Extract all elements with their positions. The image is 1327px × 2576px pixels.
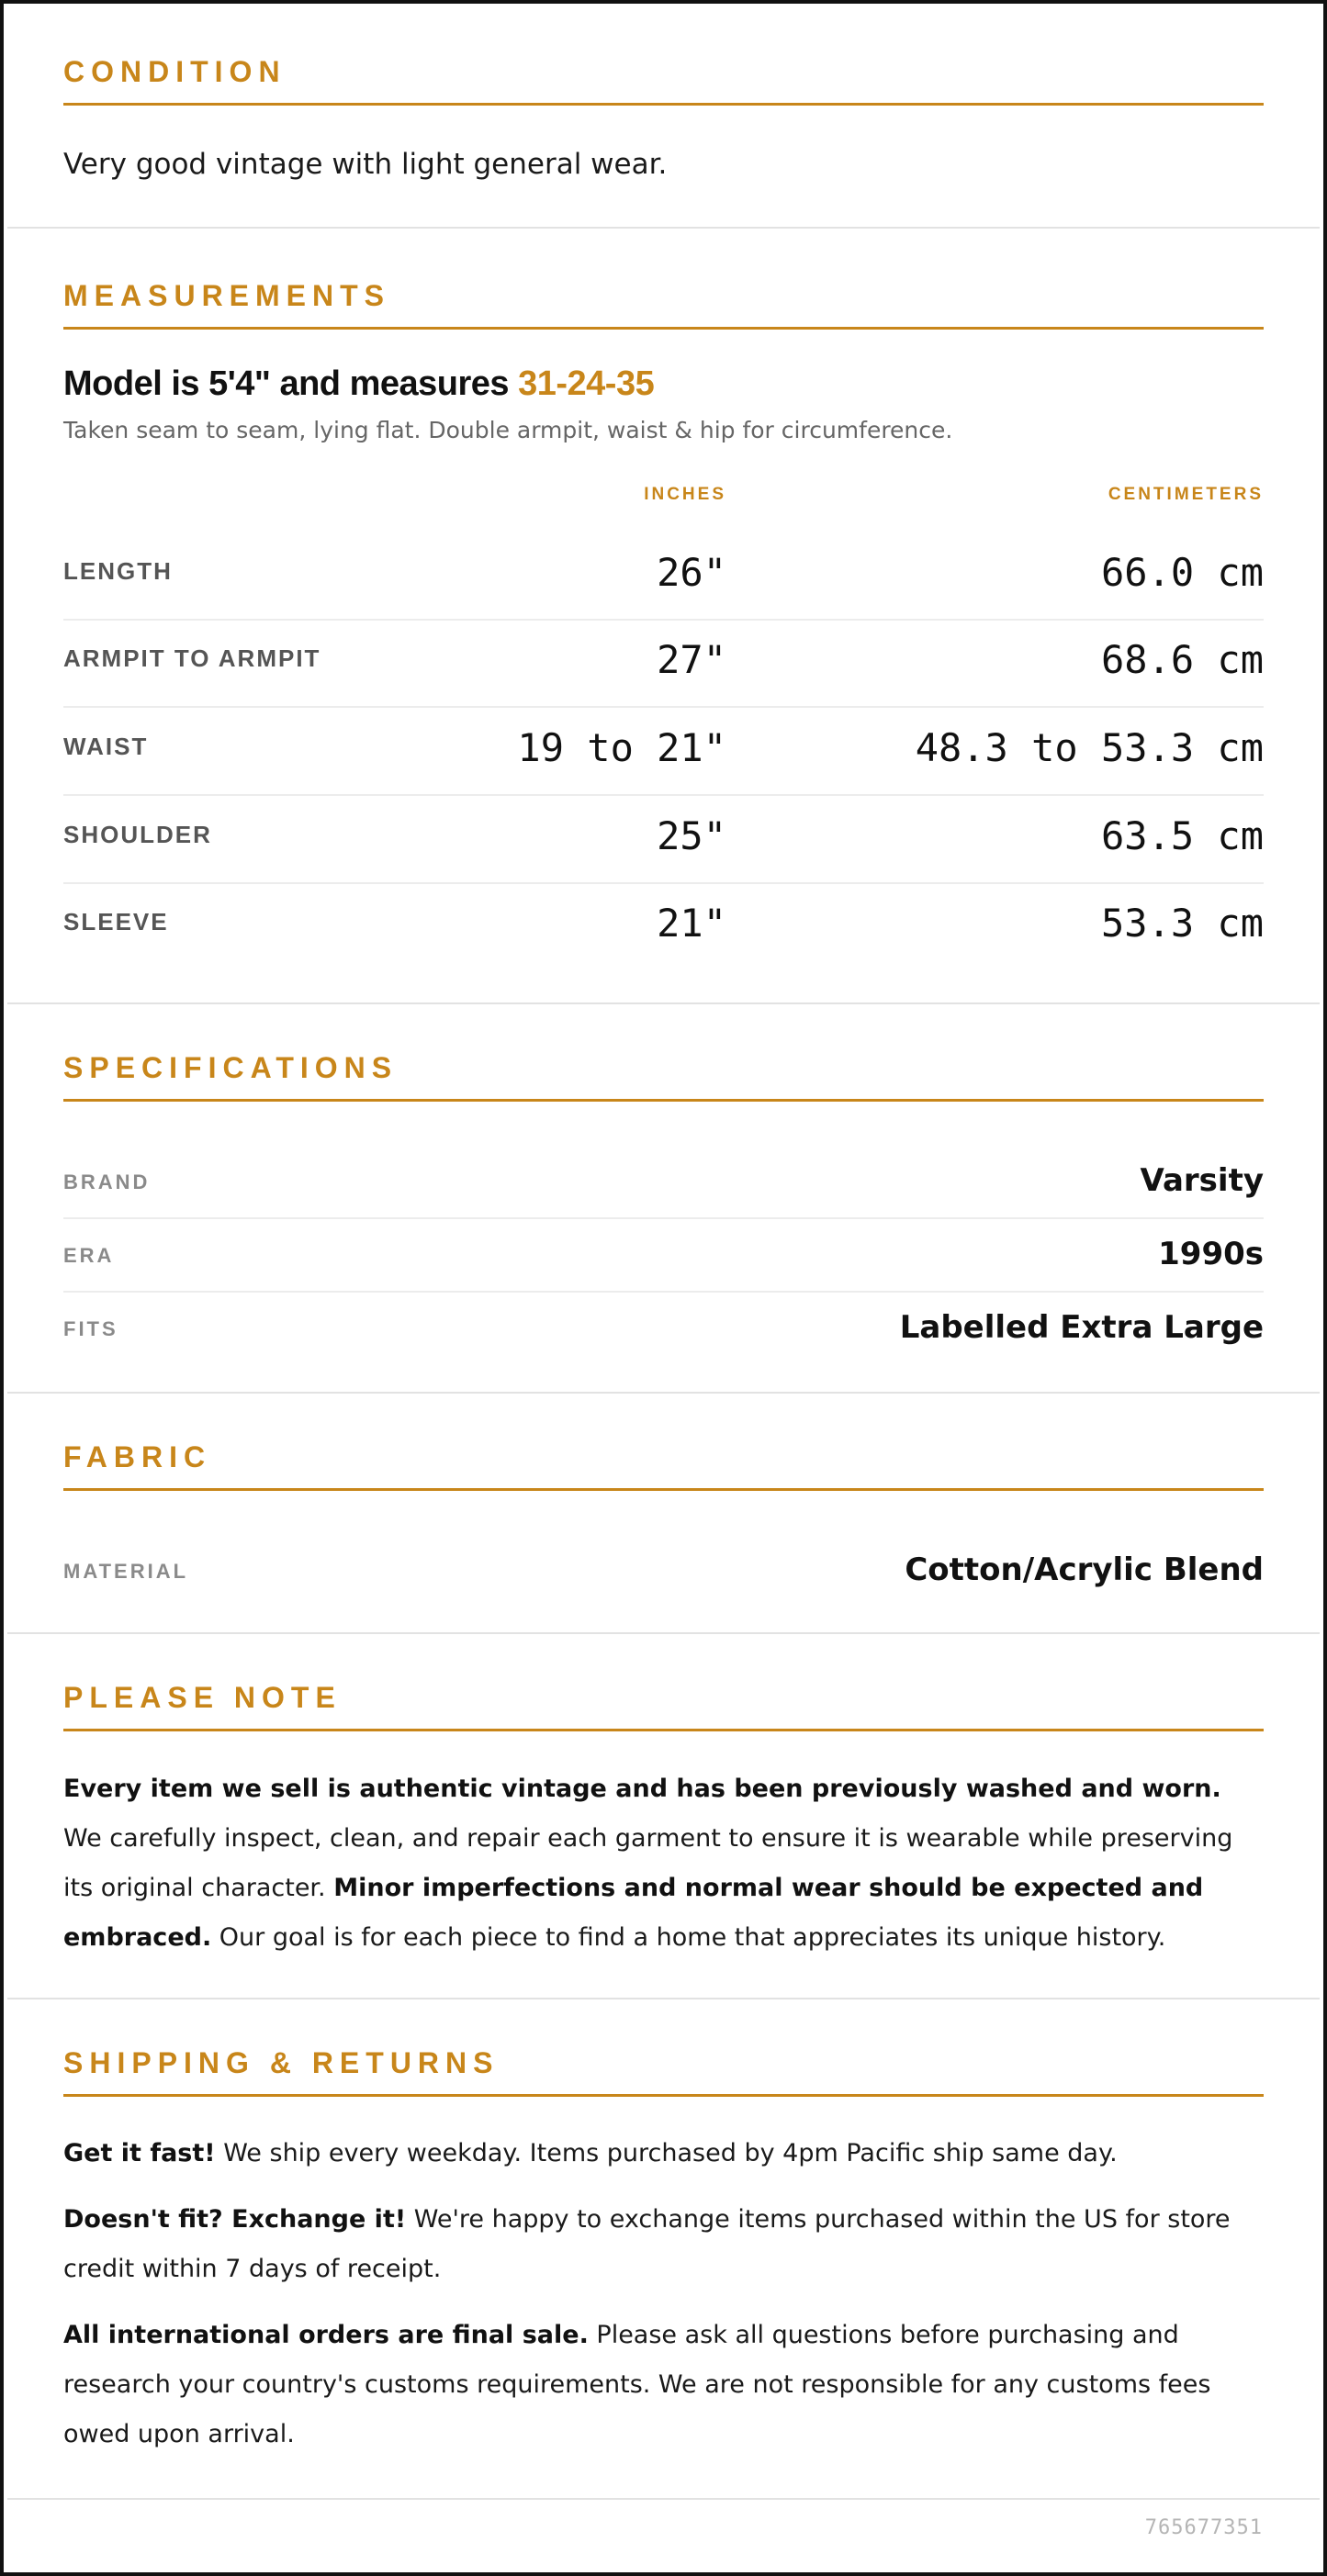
spec-value: 1990s <box>1158 1236 1264 1272</box>
measurement-label: ARMPIT TO ARMPIT <box>63 644 321 672</box>
measurement-inches: 21" <box>657 901 726 946</box>
measurement-row-sleeve <box>63 882 1264 969</box>
shipping-exchange-text: We're happy to exchange items purchased within the US for store credit within 7 days of receipt. <box>63 2205 1231 2283</box>
note-text-2: Our goal is for each piece to find a home that appreciates its unique history. <box>211 1923 1166 1952</box>
measurement-cm: 63.5 cm <box>1100 813 1264 858</box>
measurement-inches: 19 to 21" <box>517 725 726 770</box>
fabric-row-material <box>63 1533 1264 1607</box>
measurement-note: Taken seam to seam, lying flat. Double armpit, waist & hip for circumference. <box>63 417 953 443</box>
spec-row-fits <box>63 1291 1264 1364</box>
specifications-section <box>7 1004 1320 1394</box>
model-measures: 31-24-35 <box>518 364 655 403</box>
measurements-section <box>7 229 1320 1004</box>
spec-label: ERA <box>63 1244 115 1267</box>
fabric-value: Cotton/Acrylic Blend <box>905 1551 1264 1588</box>
measurement-cm: 48.3 to 53.3 cm <box>915 725 1264 770</box>
spec-row-era <box>63 1217 1264 1293</box>
fabric-label: MATERIAL <box>63 1560 189 1583</box>
condition-text: Very good vintage with light general wear. <box>63 148 668 181</box>
measurement-cm: 68.6 cm <box>1100 637 1264 682</box>
specifications-title: SPECIFICATIONS <box>63 1051 1264 1102</box>
please-note-section <box>7 1634 1320 1999</box>
measurement-cm: 66.0 cm <box>1100 550 1264 595</box>
please-note-title: PLEASE NOTE <box>63 1681 1264 1731</box>
shipping-title: SHIPPING & RETURNS <box>63 2046 1264 2097</box>
measurement-row-shoulder <box>63 795 1264 884</box>
measurement-label: LENGTH <box>63 557 173 585</box>
model-info <box>63 364 654 404</box>
note-emphasis-1: Every item we sell is authentic vintage and has been previously washed and worn. <box>63 1775 1221 1803</box>
measurement-label: SLEEVE <box>63 908 169 935</box>
spec-row-brand <box>63 1144 1264 1219</box>
measurement-inches: 27" <box>657 637 726 682</box>
please-note-text <box>63 1764 1264 1963</box>
shipping-fast-heading: Get it fast! <box>63 2139 216 2167</box>
shipping-para-fast <box>63 2129 1264 2178</box>
centimeters-column-header: CENTIMETERS <box>1108 485 1264 504</box>
shipping-fast-text: We ship every weekday. Items purchased by 4pm Pacific ship same day. <box>215 2139 1118 2167</box>
note-text-1: We carefully inspect, clean, and repair each garment to ensure it is wearable while preserving its original character. <box>63 1824 1233 1902</box>
measurement-row-armpit <box>63 619 1264 708</box>
measurement-label: WAIST <box>63 733 149 760</box>
measurements-title: MEASUREMENTS <box>63 279 1264 330</box>
shipping-international-heading: All international orders are final sale. <box>63 2321 589 2349</box>
measurement-inches: 26" <box>657 550 726 595</box>
condition-section <box>7 4 1320 229</box>
measurement-label: SHOULDER <box>63 821 212 848</box>
measurement-row-waist <box>63 707 1264 796</box>
measurement-inches: 25" <box>657 813 726 858</box>
condition-title: CONDITION <box>63 55 1264 106</box>
spec-label: FITS <box>63 1317 118 1340</box>
measurement-row-length <box>63 532 1264 621</box>
shipping-section <box>7 1999 1320 2500</box>
product-sku: 765677351 <box>1144 2516 1263 2539</box>
shipping-international-text: Please ask all questions before purchasing and research your country's customs requirements. We are not responsible for any customs fees owed upon arrival. <box>63 2321 1211 2448</box>
shipping-exchange-heading: Doesn't fit? Exchange it! <box>63 2205 407 2234</box>
shipping-para-international <box>63 2311 1264 2459</box>
spec-value: Varsity <box>1140 1162 1264 1199</box>
measurement-cm: 53.3 cm <box>1100 901 1264 946</box>
shipping-para-exchange <box>63 2195 1264 2294</box>
spec-label: BRAND <box>63 1170 151 1193</box>
fabric-title: FABRIC <box>63 1440 1264 1491</box>
spec-value: Labelled Extra Large <box>899 1309 1264 1346</box>
note-emphasis-2: Minor imperfections and normal wear should be expected and embraced. <box>63 1874 1204 1952</box>
fabric-section <box>7 1394 1320 1634</box>
model-prefix: Model is 5'4" and measures <box>63 364 519 403</box>
inches-column-header: INCHES <box>644 485 726 504</box>
